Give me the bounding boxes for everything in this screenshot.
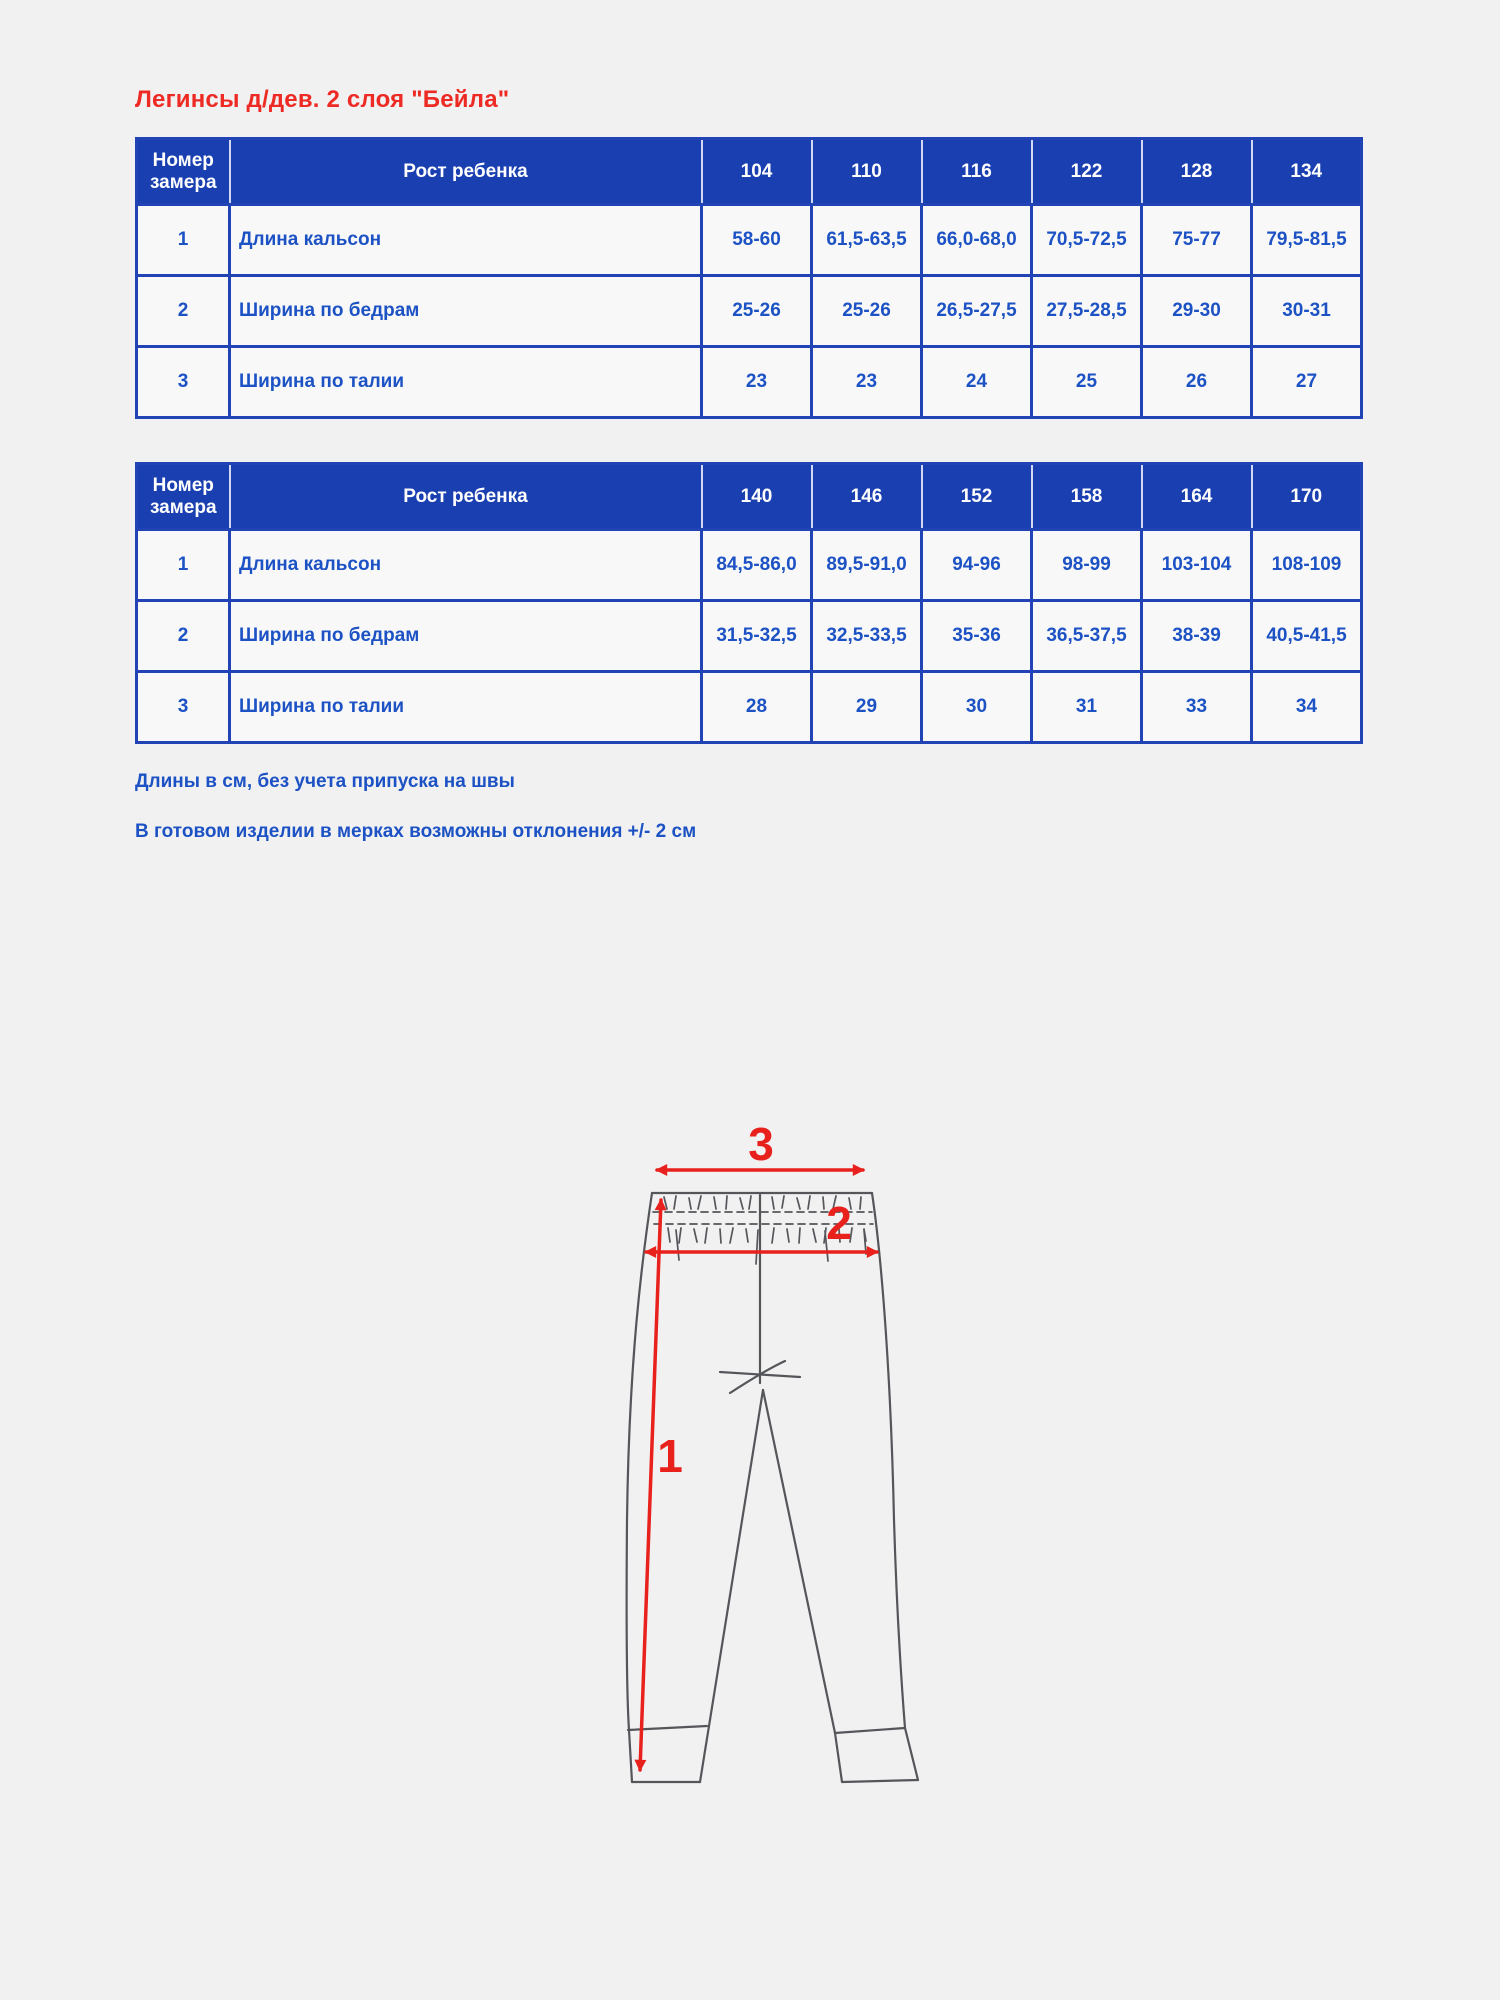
measure-value-cell: 58-60: [702, 205, 812, 276]
measure-value-cell: 38-39: [1142, 601, 1252, 672]
measure-label-hips: 2: [826, 1197, 852, 1249]
measure-value-cell: 23: [702, 347, 812, 418]
size-column-header: 104: [702, 139, 812, 205]
leggings-drawing: [580, 1100, 960, 1820]
page-title: Легинсы д/дев. 2 слоя "Бейла": [135, 86, 510, 113]
right-cuff-line: [835, 1728, 905, 1733]
measure-number-cell: 1: [137, 530, 230, 601]
measure-value-cell: 94-96: [922, 530, 1032, 601]
size-column-header: 152: [922, 464, 1032, 530]
measure-value-cell: 40,5-41,5: [1252, 601, 1362, 672]
measure-value-cell: 75-77: [1142, 205, 1252, 276]
measure-value-cell: 70,5-72,5: [1032, 205, 1142, 276]
measure-value-cell: 30-31: [1252, 276, 1362, 347]
measure-row: [137, 347, 1362, 418]
measure-value-cell: 108-109: [1252, 530, 1362, 601]
measure-value-cell: 25: [1032, 347, 1142, 418]
leggings-outline: [627, 1193, 918, 1782]
measure-value-cell: 31: [1032, 672, 1142, 743]
measure-value-cell: 36,5-37,5: [1032, 601, 1142, 672]
measure-value-cell: 29: [812, 672, 922, 743]
leggings-diagram: [580, 1100, 960, 1820]
measure-value-cell: 33: [1142, 672, 1252, 743]
measure-value-cell: 66,0-68,0: [922, 205, 1032, 276]
size-column-header: 170: [1252, 464, 1362, 530]
measure-value-cell: 30: [922, 672, 1032, 743]
measure-label-cell: Ширина по талии: [230, 672, 702, 743]
measure-value-cell: 32,5-33,5: [812, 601, 922, 672]
measure-value-cell: 103-104: [1142, 530, 1252, 601]
measure-value-cell: 26: [1142, 347, 1252, 418]
measure-label-cell: Длина кальсон: [230, 530, 702, 601]
measure-row: [137, 530, 1362, 601]
length-arrow: [640, 1200, 661, 1770]
measure-value-cell: 28: [702, 672, 812, 743]
measure-value-cell: 26,5-27,5: [922, 276, 1032, 347]
measure-value-cell: 23: [812, 347, 922, 418]
size-column-header: 164: [1142, 464, 1252, 530]
child-height-header: Рост ребенка: [230, 139, 702, 205]
measure-value-cell: 25-26: [812, 276, 922, 347]
measure-number-cell: 1: [137, 205, 230, 276]
size-column-header: 140: [702, 464, 812, 530]
measure-label-cell: Ширина по бедрам: [230, 601, 702, 672]
measure-row: [137, 672, 1362, 743]
size-column-header: 146: [812, 464, 922, 530]
child-height-header: Рост ребенка: [230, 464, 702, 530]
measure-row: [137, 276, 1362, 347]
measure-value-cell: 25-26: [702, 276, 812, 347]
measure-number-cell: 3: [137, 672, 230, 743]
size-table-large: [135, 462, 1363, 744]
measure-label-cell: Ширина по талии: [230, 347, 702, 418]
measure-value-cell: 98-99: [1032, 530, 1142, 601]
measure-value-cell: 34: [1252, 672, 1362, 743]
measure-value-cell: 29-30: [1142, 276, 1252, 347]
measure-value-cell: 84,5-86,0: [702, 530, 812, 601]
measure-label-length: 1: [657, 1430, 683, 1482]
measure-value-cell: 89,5-91,0: [812, 530, 922, 601]
size-table-small: [135, 137, 1363, 419]
measure-row: [137, 601, 1362, 672]
measure-label-cell: Длина кальсон: [230, 205, 702, 276]
header-row: [137, 464, 1362, 530]
measure-label-waist: 3: [748, 1118, 774, 1170]
measure-value-cell: 27: [1252, 347, 1362, 418]
measure-value-cell: 61,5-63,5: [812, 205, 922, 276]
measure-value-cell: 27,5-28,5: [1032, 276, 1142, 347]
measure-number-cell: 2: [137, 276, 230, 347]
measure-value-cell: 79,5-81,5: [1252, 205, 1362, 276]
measure-number-cell: 2: [137, 601, 230, 672]
measure-value-cell: 24: [922, 347, 1032, 418]
note-tolerance: В готовом изделии в мерках возможны отклонения +/- 2 см: [135, 821, 697, 842]
size-column-header: 158: [1032, 464, 1142, 530]
size-column-header: 110: [812, 139, 922, 205]
measure-value-cell: 35-36: [922, 601, 1032, 672]
header-row: [137, 139, 1362, 205]
size-column-header: 116: [922, 139, 1032, 205]
size-column-header: 128: [1142, 139, 1252, 205]
measure-number-header: Номер замера: [137, 464, 230, 530]
size-column-header: 122: [1032, 139, 1142, 205]
measure-label-cell: Ширина по бедрам: [230, 276, 702, 347]
size-column-header: 134: [1252, 139, 1362, 205]
measure-number-header: Номер замера: [137, 139, 230, 205]
note-lengths-in-cm: Длины в см, без учета припуска на швы: [135, 771, 515, 792]
measure-value-cell: 31,5-32,5: [702, 601, 812, 672]
measure-number-cell: 3: [137, 347, 230, 418]
measure-row: [137, 205, 1362, 276]
